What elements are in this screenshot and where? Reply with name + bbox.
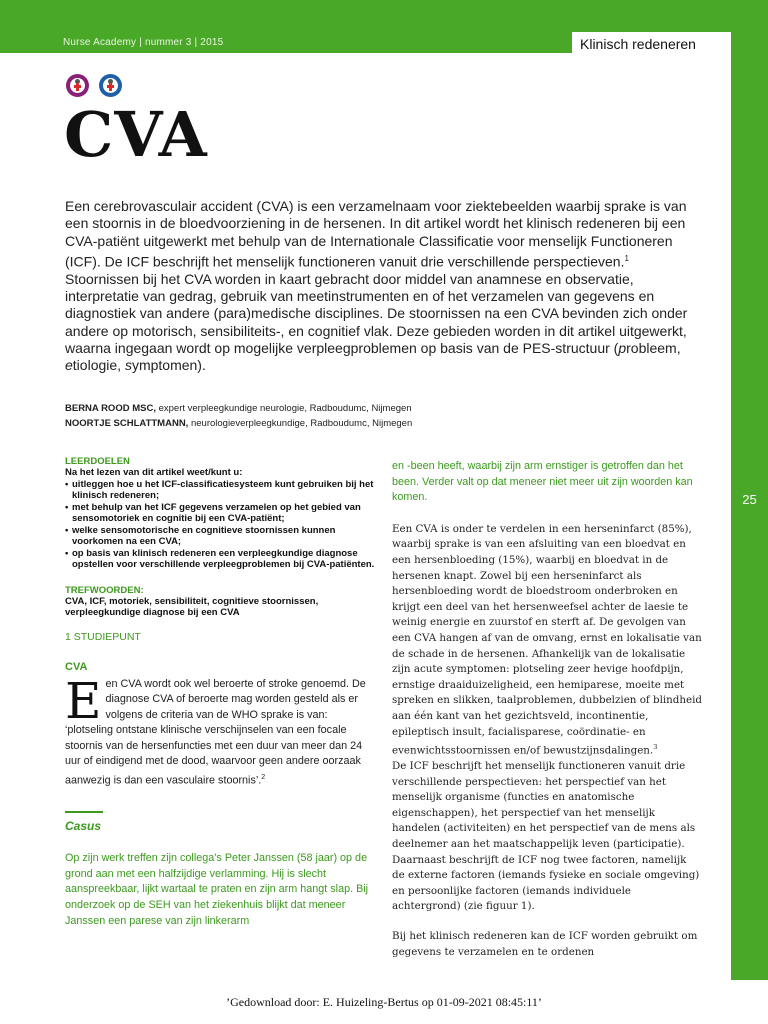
accreditation-logo-icon <box>66 74 89 97</box>
studiepunt-label: 1 STUDIEPUNT <box>65 630 141 643</box>
leerdoelen-list <box>65 479 375 571</box>
body-paragraph: De ICF beschrijft het menselijk functioneren vanuit drie verschillende perspectieven: het perspectief van het menselijk organisme (functies en anatomische eigenschappen), het perspectief van het menselijk handelen (activiteiten) en het perspectief van de mens als deelnemer aan het maatschappelijk leven (participatie). Daarnaast beschrijft de ICF nog twee factoren, namelijk de externe factoren (iemands fysieke en sociale omgeving) en persoonlijke factoren (iemands individuele achtergrond) (zie figuur 1). <box>392 760 700 913</box>
article-title: CVA <box>64 98 208 171</box>
trefwoorden-text: CVA, ICF, motoriek, sensibiliteit, cognitieve stoornissen, verpleegkundige diagnose bij een CVA <box>65 595 319 618</box>
body-paragraph: Bij het klinisch redeneren kan de ICF worden gebruikt om gegevens te verzamelen en te ordenen <box>392 930 698 958</box>
list-item: • op basis van klinisch redeneren een verpleegkundige diagnose opstellen voor verschillende verpleegproblemen bij CVA-patiënten. <box>65 548 375 571</box>
leerdoelen-heading: LEERDOELEN <box>65 456 130 467</box>
body-paragraph: Een CVA is onder te verdelen in een herseninfarct (85%), waarbij sprake is van een afsluiting van een bloedvat en een hersenbloeding (15%), waarbij en bloedvat in de hersenen knapt. Zowel bij een herseninfarct als hersenbloeding wordt de bloedstroom onderbroken en krijgt een deel van het hersenweefsel achter de laesie te weinig energie en zuurstof en sterft af. De gevolgen van een CVA hangen af van de omvang, ernst en lokalisatie van de schade in de hersenen. Afhankelijk van de lokalisatie zijn acute symptomen: plotseling zeer hevige hoofdpijn, ernstige draaiduizeligheid, een hemiparese, moeite met spreken en slikken, taalproblemen, dubbelzien of blindheid aan één kant van het gezichtsveld, incontinentie, epileptisch insult, facialisparese, coördinatie- en evenwichtsstoornissen en/of bewustzijnsdalingen.$^3$ <box>392 522 702 757</box>
accreditation-logos <box>66 74 122 97</box>
casus-continued: en -been heeft, waarbij zijn arm ernstiger is getroffen dan het been. Verder valt op dat meneer niet meer uit zijn woorden kan komen. <box>392 460 693 504</box>
casus-divider <box>65 811 103 813</box>
casus-paragraph: Op zijn werk treffen zijn collega’s Peter Janssen (58 jaar) op de grond aan met een halfzijdige verlamming. Hij is slecht aanspreekbaar, lijkt wartaal te praten en zijn arm hangt slap. Bij onderzoek op de SEH van het ziekenhuis blijkt dat meneer Janssen een parese van zijn linkerarm <box>65 852 369 927</box>
author-line: BERNA ROOD MSC, expert verpleegkundige neurologie, Radboudumc, Nijmegen <box>65 403 412 414</box>
section-tab: Klinisch redeneren <box>572 32 731 55</box>
right-column <box>392 459 702 960</box>
download-footer: ’Gedownload door: E. Huizeling-Bertus op 01-09-2021 08:45:11’ <box>226 995 542 1009</box>
leerdoelen-intro: Na het lezen van dit artikel weet/kunt u: <box>65 467 243 478</box>
journal-info: Nurse Academy | nummer 3 | 2015 <box>63 37 224 48</box>
author-line: NOORTJE SCHLATTMANN, neurologieverpleegkundige, Radboudumc, Nijmegen <box>65 418 413 429</box>
list-item: • welke sensomotorische en cognitieve stoornissen kunnen voorkomen na een CVA; <box>65 525 375 548</box>
cva-paragraph: Een CVA wordt ook wel beroerte of stroke genoemd. De diagnose CVA of beroerte mag worden gesteld als er volgens de criteria van de WHO sprake is van: ‘plotseling ontstane klinische verschijnselen van een focale stoornis van de hersenfuncties met een duur van meer dan 24 uur of eindigend met de dood, waarvoor geen andere oorzaak aanwezig is dan een vasculaire stoornis’.$^2$ <box>65 671 366 787</box>
page-number: 25 <box>742 492 757 507</box>
list-item: • met behulp van het ICF gegevens verzamelen op het gebied van sensomotoriek en cognitie bij een CVA-patiënt; <box>65 502 375 525</box>
trefwoorden-heading: TREFWOORDEN: <box>65 584 144 596</box>
casus-heading: Casus <box>65 819 102 834</box>
side-band <box>731 0 768 980</box>
section-heading-cva: CVA <box>65 660 88 673</box>
author-list <box>65 401 705 431</box>
left-column <box>65 456 375 929</box>
drop-cap: E <box>65 671 102 730</box>
list-item: • uitleggen hoe u het ICF-classificatiesysteem kunt gebruiken bij het klinisch redeneren; <box>65 479 375 502</box>
accreditation-logo-icon <box>99 74 122 97</box>
article-intro: Een cerebrovasculair accident (CVA) is een verzamelnaam voor ziektebeelden waarbij sprake is van een stoornis in de bloedvoorziening in de hersenen. In dit artikel wordt het klinisch redeneren bij een CVA-patiënt uitgewerkt met behulp van de Internationale Classificatie voor menselijk Functioneren (ICF). De ICF beschrijft het menselijk functioneren vanuit drie verschillende perspectieven.$^1$ Stoornissen bij het CVA worden in kaart gebracht door middel van anamnese en observatie, interpretatie van gedrag, gebruik van meetinstrumenten en of het verzamelen van gegevens en diagnostiek van andere (para)medische disciplines. De stoornissen na een CVA bevinden zich onder andere op motorisch, sensibiliteits-, en cognitief vlak. Deze gebieden worden in dit artikel uitgewerkt, waarna ingegaan wordt op mogelijke verpleegproblemen op basis van de PES-structuur (probleem, etiologie, symptomen). <box>65 198 688 374</box>
